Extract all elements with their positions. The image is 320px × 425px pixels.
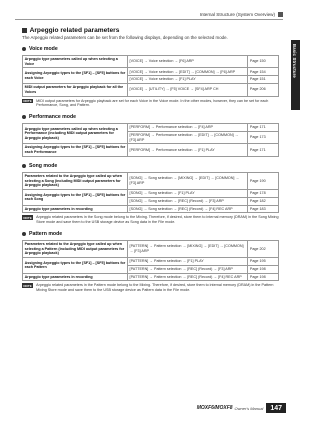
row-description: Assigning Arpeggio types to the [SF1] – [SF5] buttons for each Song	[23, 189, 128, 205]
row-path: [SONG] → Song selection → [F1] PLAY	[127, 189, 247, 197]
header-rule	[15, 19, 283, 20]
row-path: [PERFORM] → Performance selection → [EDIT] → [COMMON] → [F3] ARP	[127, 131, 247, 143]
pattern-mode-section	[22, 231, 279, 293]
note-badge: NOTE	[23, 283, 32, 288]
table-row	[23, 189, 279, 197]
row-page-ref: Page 171	[248, 144, 279, 156]
voice-note	[22, 99, 279, 109]
voice-mode-heading	[22, 46, 279, 52]
pattern-mode-heading-text: Pattern mode	[29, 230, 63, 237]
row-description: Arpeggio type parameters called up when selecting a Performance (including MIDI output parameters for Arpeggio playback)	[23, 124, 128, 144]
performance-mode-heading	[22, 114, 279, 120]
voice-mode-table	[22, 55, 279, 97]
note-text: MIDI output parameters for Arpeggio playback are set for each Voice in the Voice mode. In the other modes, however, they can be set for each Performance, Song, and Pattern.	[36, 98, 269, 108]
note-text: Arpeggio related parameters in the Song mode belong to the Mixing. Therefore, if desired, store them to internal memory (DRAM) in the Song Mixing Store mode and save them to the USB storage device as Song data in the File mode.	[36, 215, 279, 225]
table-row	[23, 273, 279, 281]
row-description: Arpeggio type parameters called up when selecting a Voice	[23, 56, 128, 68]
song-mode-heading	[22, 163, 279, 169]
note-badge: NOTE	[23, 98, 32, 103]
row-path: [PATTERN] → Pattern selection → [F1] PLAY	[127, 258, 247, 266]
row-description: Parameters related to the Arpeggio type called up when selecting a Pattern (including MIDI output parameters for Arpeggio playback)	[23, 240, 128, 257]
row-page-ref: Page 198	[248, 273, 279, 281]
row-description: Parameters related to the Arpeggio type called up when selecting a Song (including MIDI output parameters for Arpeggio playback)	[23, 172, 128, 189]
row-description: Arpeggio type parameters in recording	[23, 205, 128, 213]
table-row	[23, 124, 279, 132]
performance-mode-heading-text: Performance mode	[29, 114, 76, 121]
row-path: [VOICE] → Voice selection → [F6] ARP	[127, 56, 247, 68]
table-row	[23, 84, 279, 96]
row-page-ref: Page 195	[248, 258, 279, 266]
side-tab-label: Basic Structure	[292, 44, 297, 78]
footer-manual-label: Owner's Manual	[234, 405, 264, 411]
page-footer	[197, 403, 286, 413]
note-badge: NOTE	[23, 215, 32, 220]
song-mode-table	[22, 172, 279, 214]
note-text: Arpeggio related parameters in the Pattern mode belong to the Mixing. Therefore, if desired, store them to internal memory (DRAM) in the Pattern Mixing Store mode and save them to the USB storage device as Pattern data in the File mode.	[36, 283, 274, 293]
table-row	[23, 205, 279, 213]
row-description: Assigning Arpeggio types to the [SF1] – [SF5] buttons for each Performance	[23, 144, 128, 156]
row-description: Arpeggio type parameters in recording	[23, 273, 128, 281]
circle-bullet-icon	[22, 115, 26, 119]
row-path: [PATTERN] → Pattern selection → [REC] (Record) → [F3] ARP	[127, 265, 247, 273]
section-title	[22, 27, 279, 34]
row-page-ref: Page 183	[248, 205, 279, 213]
table-row	[23, 144, 279, 156]
footer-brand-logo: MOXF6/MOXF8	[196, 405, 233, 411]
table-row	[23, 56, 279, 68]
row-page-ref: Page 202	[248, 240, 279, 257]
square-bullet-icon	[22, 28, 27, 33]
table-row	[23, 240, 279, 257]
row-page-ref: Page 178	[248, 189, 279, 197]
row-page-ref: Page 206	[248, 84, 279, 96]
pattern-note	[22, 283, 279, 293]
circle-bullet-icon	[22, 164, 26, 168]
voice-mode-heading-text: Voice mode	[29, 46, 58, 52]
pattern-mode-heading	[22, 231, 279, 237]
performance-mode-table	[22, 123, 279, 157]
row-path: [PATTERN] → Pattern selection → [MIXING] → [EDIT] → [COMMON] → [F3] ARP	[127, 240, 247, 257]
circle-bullet-icon	[22, 232, 26, 236]
row-path: [SONG] → Song selection → [REC] (Record) → [F3] ARP	[127, 197, 247, 205]
song-note	[22, 215, 279, 225]
row-path: [SONG] → Song selection → [MIXING] → [EDIT] → [COMMON] → [F3] ARP	[127, 172, 247, 189]
row-description: Assigning Arpeggio types to the [SF1] – [SF5] buttons for each Pattern	[23, 258, 128, 274]
performance-mode-section	[22, 114, 279, 157]
row-path: [VOICE] → [UTILITY] → [F5] VOICE → [SF4] ARP CH	[127, 84, 247, 96]
row-path: [PERFORM] → Performance selection → [F4] ARP	[127, 124, 247, 132]
song-mode-heading-text: Song mode	[29, 162, 58, 169]
table-row	[23, 258, 279, 266]
row-path: [PATTERN] → Pattern selection → [REC] (Record) → [F4] REC ARP	[127, 273, 247, 281]
row-path: [SONG] → Song selection → [REC] (Record) → [F4] REC ARP	[127, 205, 247, 213]
row-path: [VOICE] → Voice selection → [EDIT] → [COMMON] → [F6] ARP	[127, 68, 247, 76]
table-row	[23, 172, 279, 189]
row-path: [PERFORM] → Performance selection → [F1] PLAY	[127, 144, 247, 156]
circle-bullet-icon	[22, 47, 26, 51]
table-row	[23, 68, 279, 76]
voice-mode-section	[22, 46, 279, 108]
row-page-ref: Page 182	[248, 197, 279, 205]
row-description: Assigning Arpeggio types to the [SF1] – [SF5] buttons for each Voice	[23, 68, 128, 84]
main-content	[22, 27, 279, 293]
song-mode-section	[22, 163, 279, 225]
row-path: [VOICE] → Voice selection → [F1] PLAY	[127, 76, 247, 84]
intro-paragraph: The Arpeggio related parameters can be set from the following displays, depending on the selected mode.	[22, 35, 228, 40]
section-title-text: Arpeggio related parameters	[29, 27, 120, 34]
row-page-ref: Page 150	[248, 56, 279, 68]
row-page-ref: Page 154	[248, 68, 279, 76]
pattern-mode-table	[22, 240, 279, 282]
row-description: MIDI output parameters for Arpeggio playback for all the Voices	[23, 84, 128, 96]
running-header-title: Internal Structure (System Overview)	[199, 12, 275, 17]
row-page-ref: Page 173	[248, 131, 279, 143]
page-number: 147	[266, 403, 286, 413]
row-page-ref: Page 190	[248, 172, 279, 189]
header-square-icon	[278, 12, 283, 17]
row-page-ref: Page 151	[248, 76, 279, 84]
row-page-ref: Page 198	[248, 265, 279, 273]
side-tab	[291, 40, 300, 110]
row-page-ref: Page 171	[248, 124, 279, 132]
